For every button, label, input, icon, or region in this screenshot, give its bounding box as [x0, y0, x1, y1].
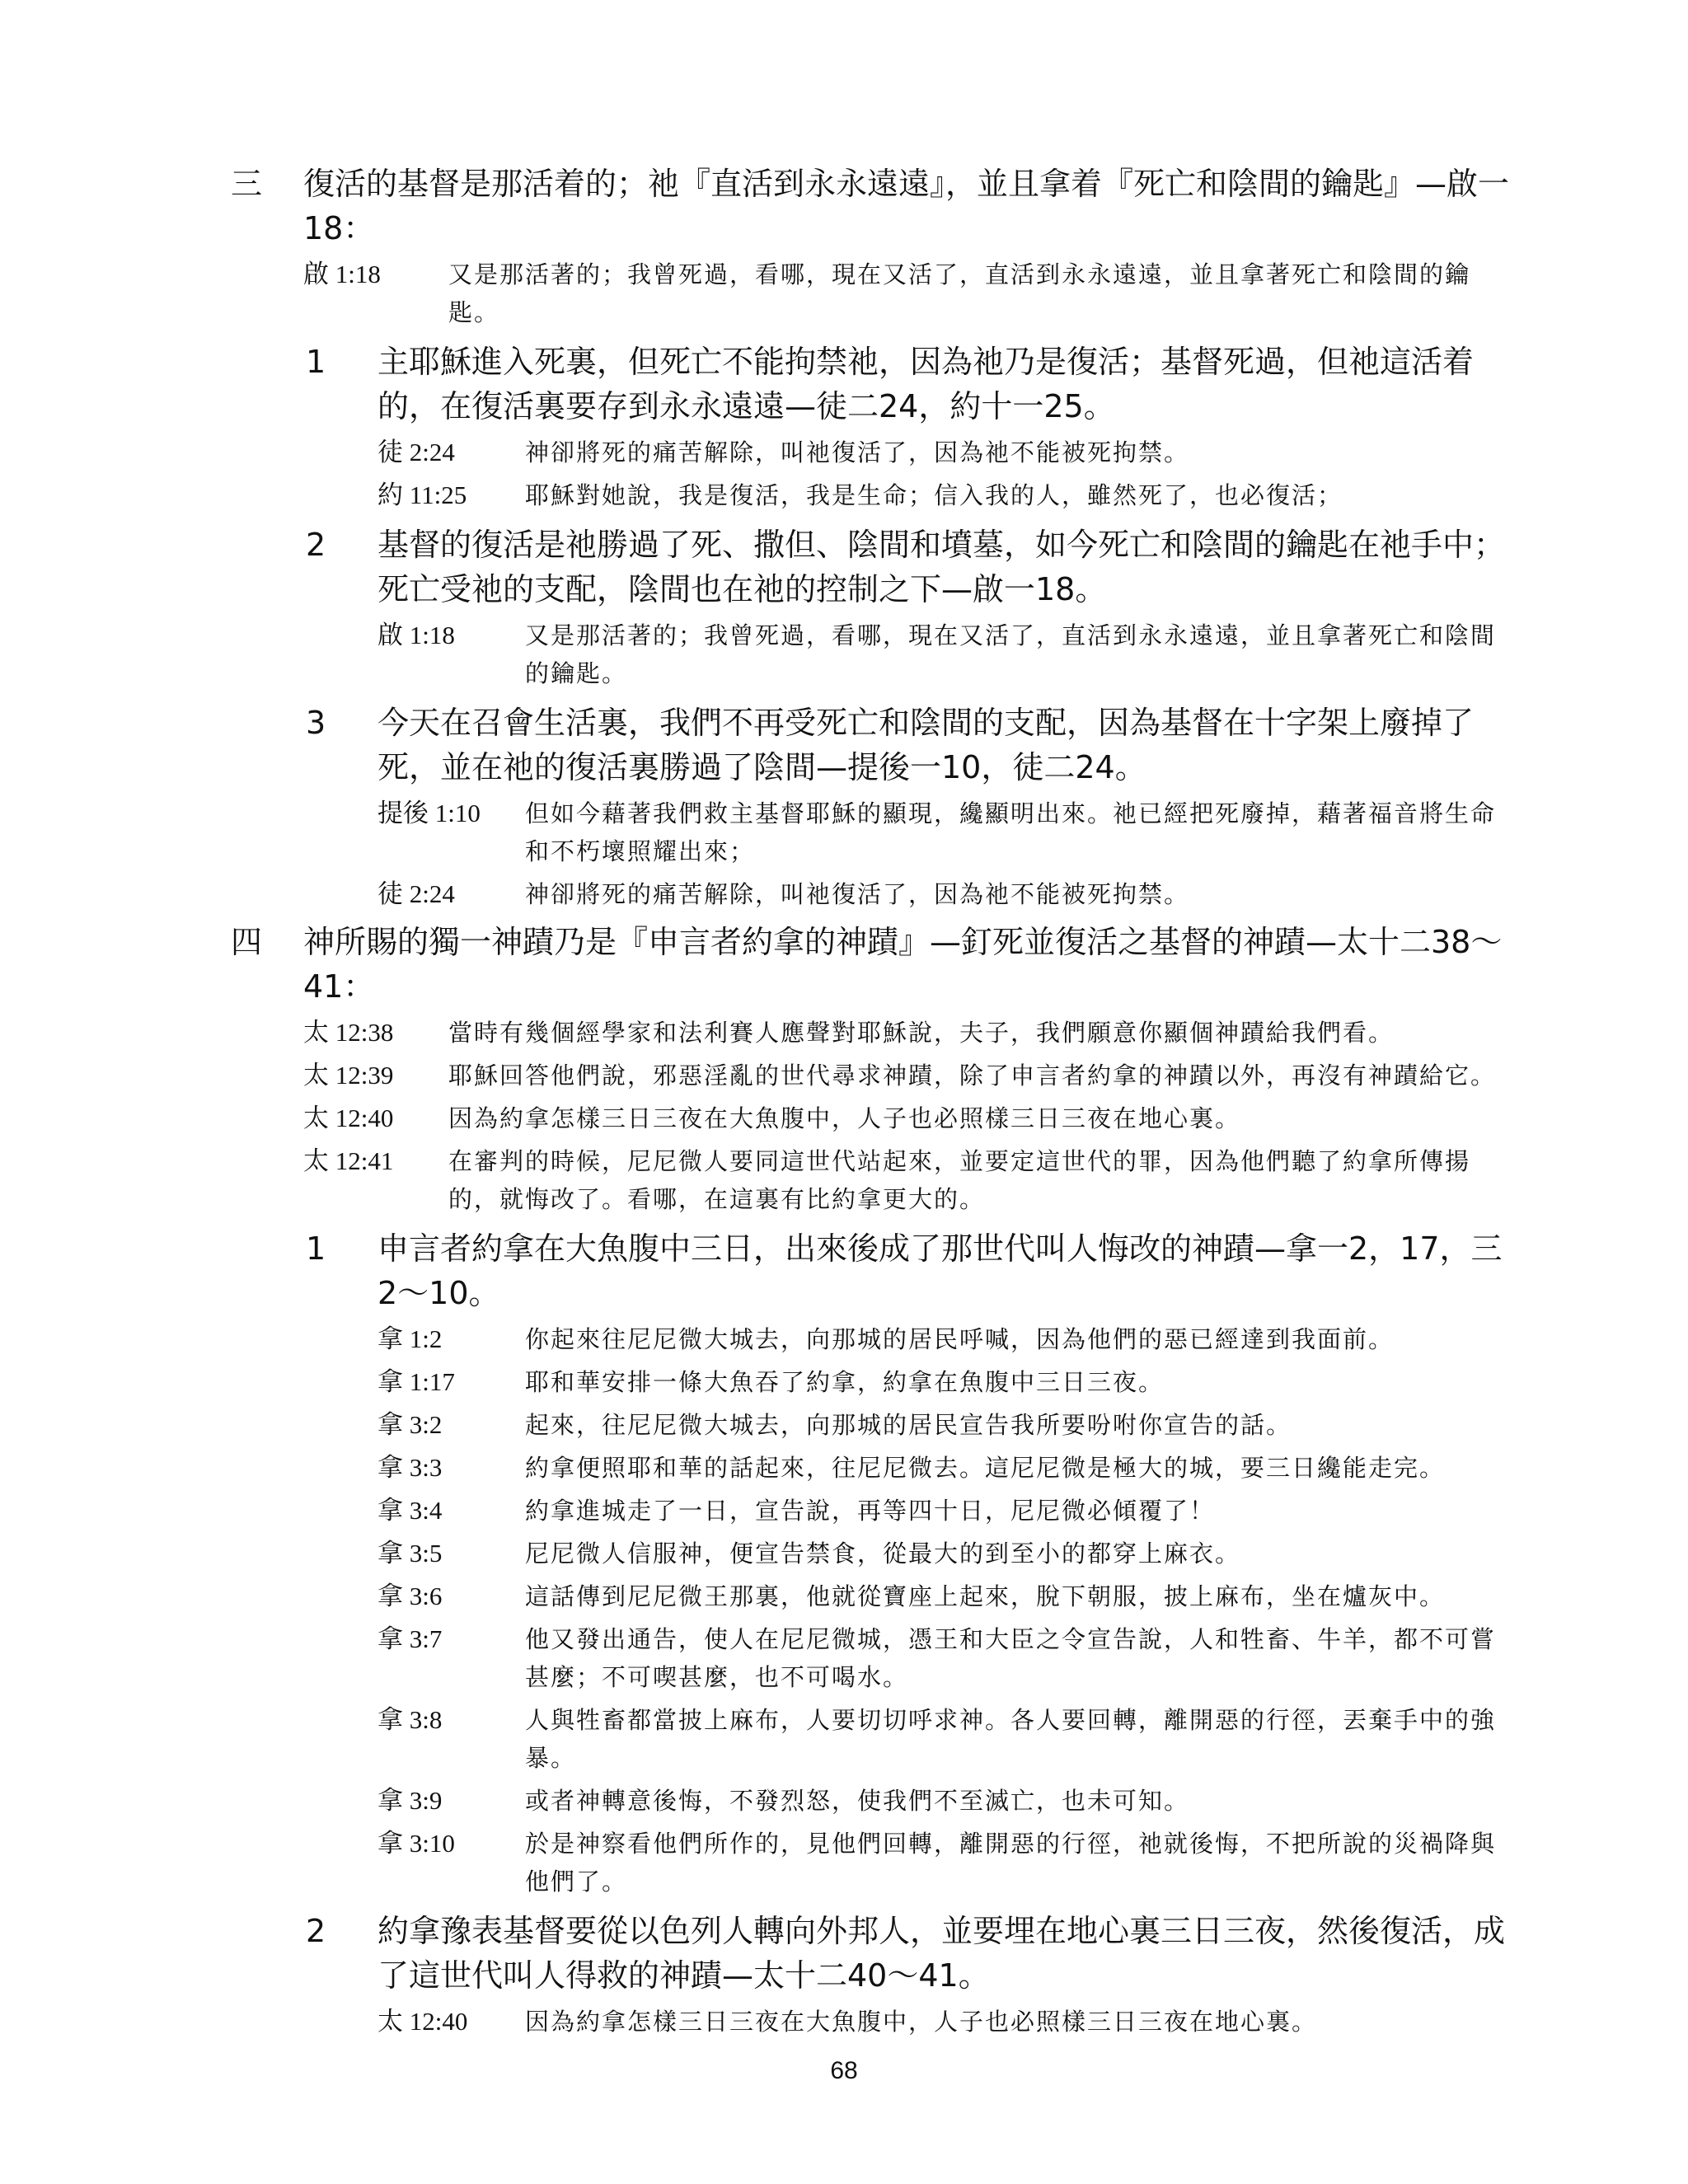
- verse-reference: 太 12:38: [303, 1018, 394, 1047]
- point-number: 2: [306, 1913, 326, 1949]
- scripture-verse: [231, 1825, 1517, 1900]
- scripture-verse: [231, 1620, 1517, 1696]
- outline-content: [231, 162, 1517, 2041]
- verse-reference: 太 12:40: [303, 1104, 394, 1132]
- section-heading: [231, 162, 1517, 251]
- verse-reference: 太 12:40: [377, 2007, 468, 2036]
- verse-text: 或者神轉意後悔，不發烈怒，使我們不至滅亡，也未可知。: [525, 1787, 1190, 1815]
- point-number: 2: [306, 527, 326, 563]
- point-number: 3: [306, 705, 326, 741]
- verse-reference: 拿 3:8: [377, 1705, 443, 1734]
- verse-reference: 拿 3:3: [377, 1453, 443, 1482]
- scripture-verse: [231, 1057, 1517, 1094]
- scripture-verse: [231, 1535, 1517, 1572]
- verse-reference: 太 12:41: [303, 1146, 394, 1175]
- verse-reference: 太 12:39: [303, 1061, 394, 1090]
- section-number: 三: [231, 166, 263, 202]
- outline-section: [231, 920, 1517, 2041]
- scripture-verse: [231, 1492, 1517, 1530]
- point-text: 約拿豫表基督要從以色列人轉向外邦人，並要埋在地心裏三日三夜，然後復活，成了這世代叫人得救的神蹟—太十二40～41。: [377, 1913, 1506, 1994]
- verse-text: 起來，往尼尼微大城去，向那城的居民宣告我所要吩咐你宣告的話。: [525, 1411, 1292, 1439]
- scripture-verse: [231, 476, 1517, 514]
- scripture-verse: [231, 1701, 1517, 1777]
- outline-point: [231, 523, 1517, 612]
- verse-text: 當時有幾個經學家和法利賽人應聲對耶穌說，夫子，我們願意你顯個神蹟給我們看。: [448, 1019, 1395, 1047]
- scripture-verse: [231, 1099, 1517, 1137]
- verse-reference: 拿 3:7: [377, 1624, 443, 1653]
- verse-reference: 拿 1:2: [377, 1324, 443, 1353]
- point-text: 申言者約拿在大魚腹中三日，出來後成了那世代叫人悔改的神蹟—拿一2，17，三2～10。: [377, 1230, 1503, 1311]
- verse-text: 又是那活著的；我曾死過，看哪，現在又活了，直活到永永遠遠，並且拿著死亡和陰間的鑰匙。: [448, 260, 1471, 326]
- scripture-verse: [231, 1782, 1517, 1820]
- verse-text: 他又發出通告，使人在尼尼微城，憑王和大臣之令宣告說，人和牲畜、牛羊，都不可嘗甚麼；不可喫甚麼，也不可喝水。: [525, 1625, 1497, 1691]
- verse-text: 但如今藉著我們救主基督耶穌的顯現，纔顯明出來。祂已經把死廢掉，藉著福音將生命和不朽壞照耀出來；: [525, 799, 1497, 865]
- verse-text: 耶穌對她說，我是復活，我是生命；信入我的人，雖然死了，也必復活；: [525, 481, 1343, 509]
- scripture-verse: [231, 1363, 1517, 1401]
- outline-point: [231, 340, 1517, 429]
- point-number: 1: [306, 344, 326, 380]
- outline-point: [231, 1226, 1517, 1315]
- point-text: 基督的復活是祂勝過了死、撒但、陰間和墳墓，如今死亡和陰間的鑰匙在祂手中；死亡受祂的支配，陰間也在祂的控制之下—啟一18。: [377, 527, 1506, 607]
- verse-reference: 拿 3:10: [377, 1829, 455, 1858]
- verse-text: 因為約拿怎樣三日三夜在大魚腹中，人子也必照樣三日三夜在地心裏。: [525, 2008, 1318, 2036]
- section-number: 四: [231, 924, 263, 960]
- section-text: 神所賜的獨一神蹟乃是『申言者約拿的神蹟』—釘死並復活之基督的神蹟—太十二38～41：: [303, 924, 1503, 1005]
- scripture-verse: [231, 1406, 1517, 1444]
- verse-text: 因為約拿怎樣三日三夜在大魚腹中，人子也必照樣三日三夜在地心裏。: [448, 1104, 1241, 1132]
- verse-reference: 拿 3:4: [377, 1496, 443, 1525]
- scripture-verse: [231, 1014, 1517, 1052]
- point-number: 1: [306, 1230, 326, 1267]
- verse-reference: 拿 3:5: [377, 1539, 443, 1568]
- page-number: 68: [830, 2057, 858, 2084]
- verse-reference: 拿 1:17: [377, 1367, 455, 1396]
- verse-text: 你起來往尼尼微大城去，向那城的居民呼喊，因為他們的惡已經達到我面前。: [525, 1325, 1395, 1353]
- verse-reference: 徒 2:24: [377, 879, 455, 908]
- verse-reference: 提後 1:10: [377, 799, 481, 827]
- verse-text: 神卻將死的痛苦解除，叫祂復活了，因為祂不能被死拘禁。: [525, 880, 1190, 908]
- verse-text: 人與牲畜都當披上麻布，人要切切呼求神。各人要回轉，離開惡的行徑，丟棄手中的強暴。: [525, 1706, 1497, 1772]
- scripture-verse: [231, 1449, 1517, 1487]
- scripture-verse: [231, 875, 1517, 913]
- verse-text: 這話傳到尼尼微王那裏，他就從寶座上起來，脫下朝服，披上麻布，坐在爐灰中。: [525, 1582, 1446, 1610]
- outline-point: [231, 1909, 1517, 1998]
- outline-point: [231, 701, 1517, 790]
- outline-section: [231, 162, 1517, 913]
- scripture-verse: [231, 434, 1517, 471]
- verse-text: 神卻將死的痛苦解除，叫祂復活了，因為祂不能被死拘禁。: [525, 438, 1190, 466]
- verse-reference: 拿 3:9: [377, 1786, 443, 1815]
- scripture-verse: [231, 794, 1517, 870]
- section-heading: [231, 920, 1517, 1009]
- point-text: 今天在召會生活裏，我們不再受死亡和陰間的支配，因為基督在十字架上廢掉了死，並在祂的復活裏勝過了陰間—提後一10，徒二24。: [377, 705, 1475, 785]
- section-text: 復活的基督是那活着的；祂『直活到永永遠遠』，並且拿着『死亡和陰間的鑰匙』—啟一18：: [303, 166, 1510, 246]
- verse-text: 在審判的時候，尼尼微人要同這世代站起來，並要定這世代的罪，因為他們聽了約拿所傳揚的，就悔改了。看哪，在這裏有比約拿更大的。: [448, 1147, 1471, 1213]
- verse-text: 於是神察看他們所作的，見他們回轉，離開惡的行徑，祂就後悔，不把所說的災禍降與他們了。: [525, 1830, 1497, 1896]
- verse-reference: 拿 3:2: [377, 1410, 443, 1439]
- verse-text: 又是那活著的；我曾死過，看哪，現在又活了，直活到永永遠遠，並且拿著死亡和陰間的鑰匙。: [525, 621, 1497, 687]
- verse-reference: 拿 3:6: [377, 1582, 443, 1610]
- verse-text: 尼尼微人信服神，便宣告禁食，從最大的到至小的都穿上麻衣。: [525, 1540, 1241, 1568]
- verse-text: 約拿便照耶和華的話起來，往尼尼微去。這尼尼微是極大的城，要三日纔能走完。: [525, 1454, 1446, 1482]
- verse-reference: 約 11:25: [377, 480, 467, 509]
- scripture-verse: [231, 1142, 1517, 1218]
- scripture-verse: [231, 2003, 1517, 2041]
- verse-reference: 徒 2:24: [377, 438, 455, 466]
- verse-reference: 啟 1:18: [377, 621, 455, 649]
- scripture-verse: [231, 255, 1517, 331]
- verse-text: 耶和華安排一條大魚吞了約拿，約拿在魚腹中三日三夜。: [525, 1368, 1165, 1396]
- point-text: 主耶穌進入死裏，但死亡不能拘禁祂，因為祂乃是復活；基督死過，但祂這活着的，在復活裏要存到永永遠遠—徒二24，約十一25。: [377, 344, 1475, 424]
- verse-reference: 啟 1:18: [303, 260, 381, 288]
- scripture-verse: [231, 616, 1517, 692]
- verse-text: 耶穌回答他們說，邪惡淫亂的世代尋求神蹟，除了申言者約拿的神蹟以外，再沒有神蹟給它。: [448, 1062, 1497, 1090]
- scripture-verse: [231, 1577, 1517, 1615]
- verse-text: 約拿進城走了一日，宣告說，再等四十日，尼尼微必傾覆了！: [525, 1497, 1216, 1525]
- scripture-verse: [231, 1320, 1517, 1358]
